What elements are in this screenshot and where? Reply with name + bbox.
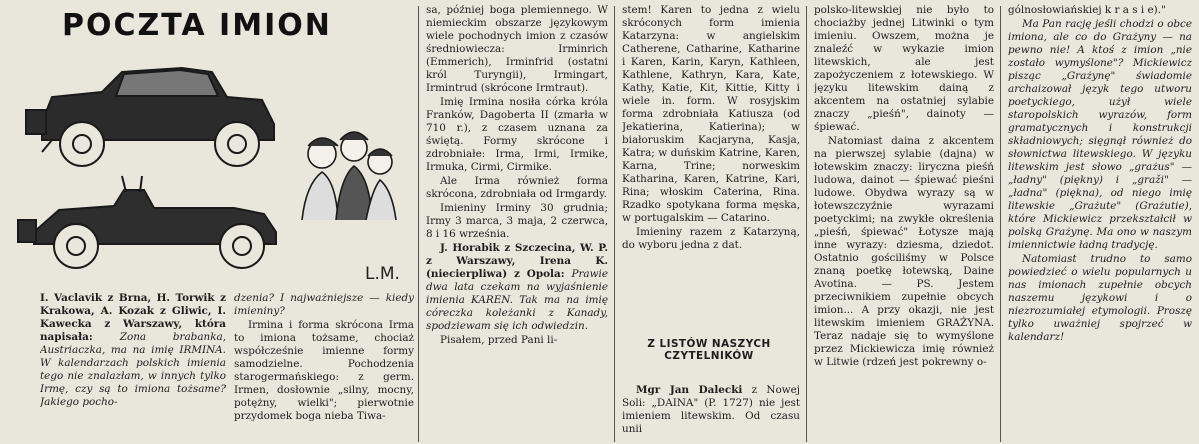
people-group-icon — [292, 124, 400, 220]
letter-paragraph: Natomiast daina z akcentem na pierwszej sylabie (dajna) w łotewskim znaczy: liryczna pieśń ludowa, dainot — śpiewać pieśni ludowe. Obydwa wyrazy są w łotewszczyźnie wyrazami poetyckimi; na zwykłe określenia „pieśń, śpiewać" Łotysze mają inne wyrazy: dziesma, dziedot. Ostatnio gościliśmy w Polsce znaną poetkę łotewską, Daine Avotina. — PS. Jestem przeciwnikiem zupełnie obcych imion... A przy okazji, nie jest litewskim imieniem GRAŻYNA. Teraz nadaje się to wymyślone przez Mickiewicza imię również w Litwie (rdzeń jest pokrewny o- — [814, 135, 994, 368]
column-1 — [40, 292, 226, 442]
answer-paragraph: Irmina i forma skrócona Irma to imiona tożsame, chociaż współcześnie imienne formy samodzielne. Pochodzenia starogermańskiego: z germ. Irmen, dosłownie „silny, mocny, potężny, wielki"; pierwotnie przydomek boga nieba Tiwa- — [234, 319, 414, 422]
column-5 — [814, 4, 994, 444]
answer-paragraph: sa, później boga plemiennego. W niemieckim obszarze językowym wiele pochodnych imion z czasów średniowiecza: Irminrich (Emmerich), Irminfrid (ostatni król Turyngii), Irmingart, Irmintrud (skrócone Irmtraut). — [426, 4, 608, 94]
column-divider — [1000, 6, 1001, 442]
column-2 — [234, 292, 414, 442]
letter-quote-continued: dzenia? I najważniejsze — kiedy imieniny? — [234, 292, 414, 317]
letter-paragraph: Mgr Jan Dalecki z Nowej Soli: „DAINA" (P. 1727) nie jest imieniem litewskim. Od czasu unii — [622, 384, 800, 435]
letter-paragraph: polsko-litewskiej nie było to chociażby jednej Litwinki o tym imieniu. Owszem, można je znaleźć w wykazie imion litewskich, ale jest zapożyczeniem z łotewskiego. W języku litewskim dainą z akcentem na ostatniej sylabie znaczy „pieśń", dainoty — śpiewać. — [814, 4, 994, 133]
answer-paragraph: Imieniny Irminy 30 grudnia; Irmy 3 marca, 3 maja, 2 czerwca, 8 i 16 września. — [426, 202, 608, 240]
section-heading: Z LISTÓW NASZYCH CZYTELNIKÓW — [647, 338, 771, 362]
answer-paragraph: Natomiast trudno to samo powiedzieć o wielu popularnych u nas imionach zupełnie obcych naszemu językowi i o niezrozumiałej etymologii. Proszę tylko uważniej spojrzeć w kalendarz! — [1008, 253, 1192, 343]
column-divider — [614, 6, 615, 442]
answer-paragraph: Pisałem, przed Pani li- — [440, 334, 558, 346]
letter-quote: Zona brabanka, Austriaczka, ma na imię IRMINA. W kalendarzach polskich imienia tego nie znalazłam, w innych tylko Irmę, czy są to imiona tożsame? Jakiego pocho- — [40, 331, 226, 408]
column-3 — [426, 4, 608, 444]
column-4 — [622, 4, 800, 338]
column-divider — [418, 6, 419, 442]
answer-paragraph: Imieniny razem z Katarzyną, do wyboru jedna z dat. — [622, 226, 800, 251]
letter-paragraph — [40, 292, 226, 409]
answer-paragraph: Imię Irmina nosiła córka króla Franków, Dagoberta II (zmarła w 710 r.), z czasem uznana za świętą. Formy skrócone i zdrobniałe: Irma, Irmi, Irmike, Irmuka, Cirmi, Cirmike. — [426, 96, 608, 173]
answer-paragraph: stem! Karen to jedna z wielu skróconych form imienia Katarzyna: w angielskim Catherene, Catharine, Katharine i Karen, Karin, Karyn, Kathleen, Kathlene, Kathryn, Kara, Kate, Kathy, Katie, Kit, Kittie, Kitty i wiele in. form. W rosyjskim forma zdrobniała Katiusza (od Jekatierina, Katierina); w białoruskim Kacjaryna, Kasja, Katra; w duńskim Katrine, Karen, Karna, Trine; norweskim Katharina, Karen, Katrine, Kari, Rina; włoskim Caterina, Rina. Rzadko spotykana forma męska, w portugalskim — Catarino. — [622, 4, 800, 224]
author-signature: L.M. — [365, 264, 400, 284]
page-title: POCZTA IMION — [62, 8, 332, 43]
vintage-roadster-icon — [14, 170, 290, 274]
letter-paragraph: gólnosłowiańskiej k r a s i e)." — [1008, 4, 1166, 16]
column-6 — [1008, 4, 1192, 444]
answer-paragraph: Ma Pan rację jeśli chodzi o obce imiona, ale co do Grażyny — na pewno nie! A ktoś z imion „nie zostało wymyślone"? Mickiewicz pisząc „Grażynę" świadomie archaizował język tego utworu poetyckiego, użył wiele staropolskich wyrazów, form gramatycznych i konstrukcji składniowych; sięgnął również do słownictwa litewskiego. W języku litewskim jest słowo „grażus" — „ładny" (piękny) i „graži" — „ładna" (piękna), od niego imię litewskie „Grażute" (Grażutie), które Mickiewicz przekształcił w polską Grażynę. Ma ono w naszym imiennictwie ładną tradycję. — [1008, 18, 1192, 251]
column-divider — [806, 6, 807, 442]
letter-paragraph: J. Horabik z Szczecina, W. P. z Warszawy, Irena K. (niecierpliwa) z Opola: Prawie dwa lata czekam na wyjaśnienie imienia KAREN. Tak ma na imię córeczka koleżanki z Kanady, spodziewam się ich odwiedzin. — [426, 242, 608, 332]
answer-paragraph: Ale Irma również forma skrócona, zdrobniała od Irmgardy. — [426, 175, 608, 200]
letter-senders: I. Vaclavik z Brna, H. Torwik z Krakowa, A. Kozak z Gliwic, I. Kawecka z Warszawy, która napisała: — [40, 292, 226, 343]
vintage-car-icon — [12, 52, 290, 170]
column-4-bottom — [622, 384, 800, 442]
